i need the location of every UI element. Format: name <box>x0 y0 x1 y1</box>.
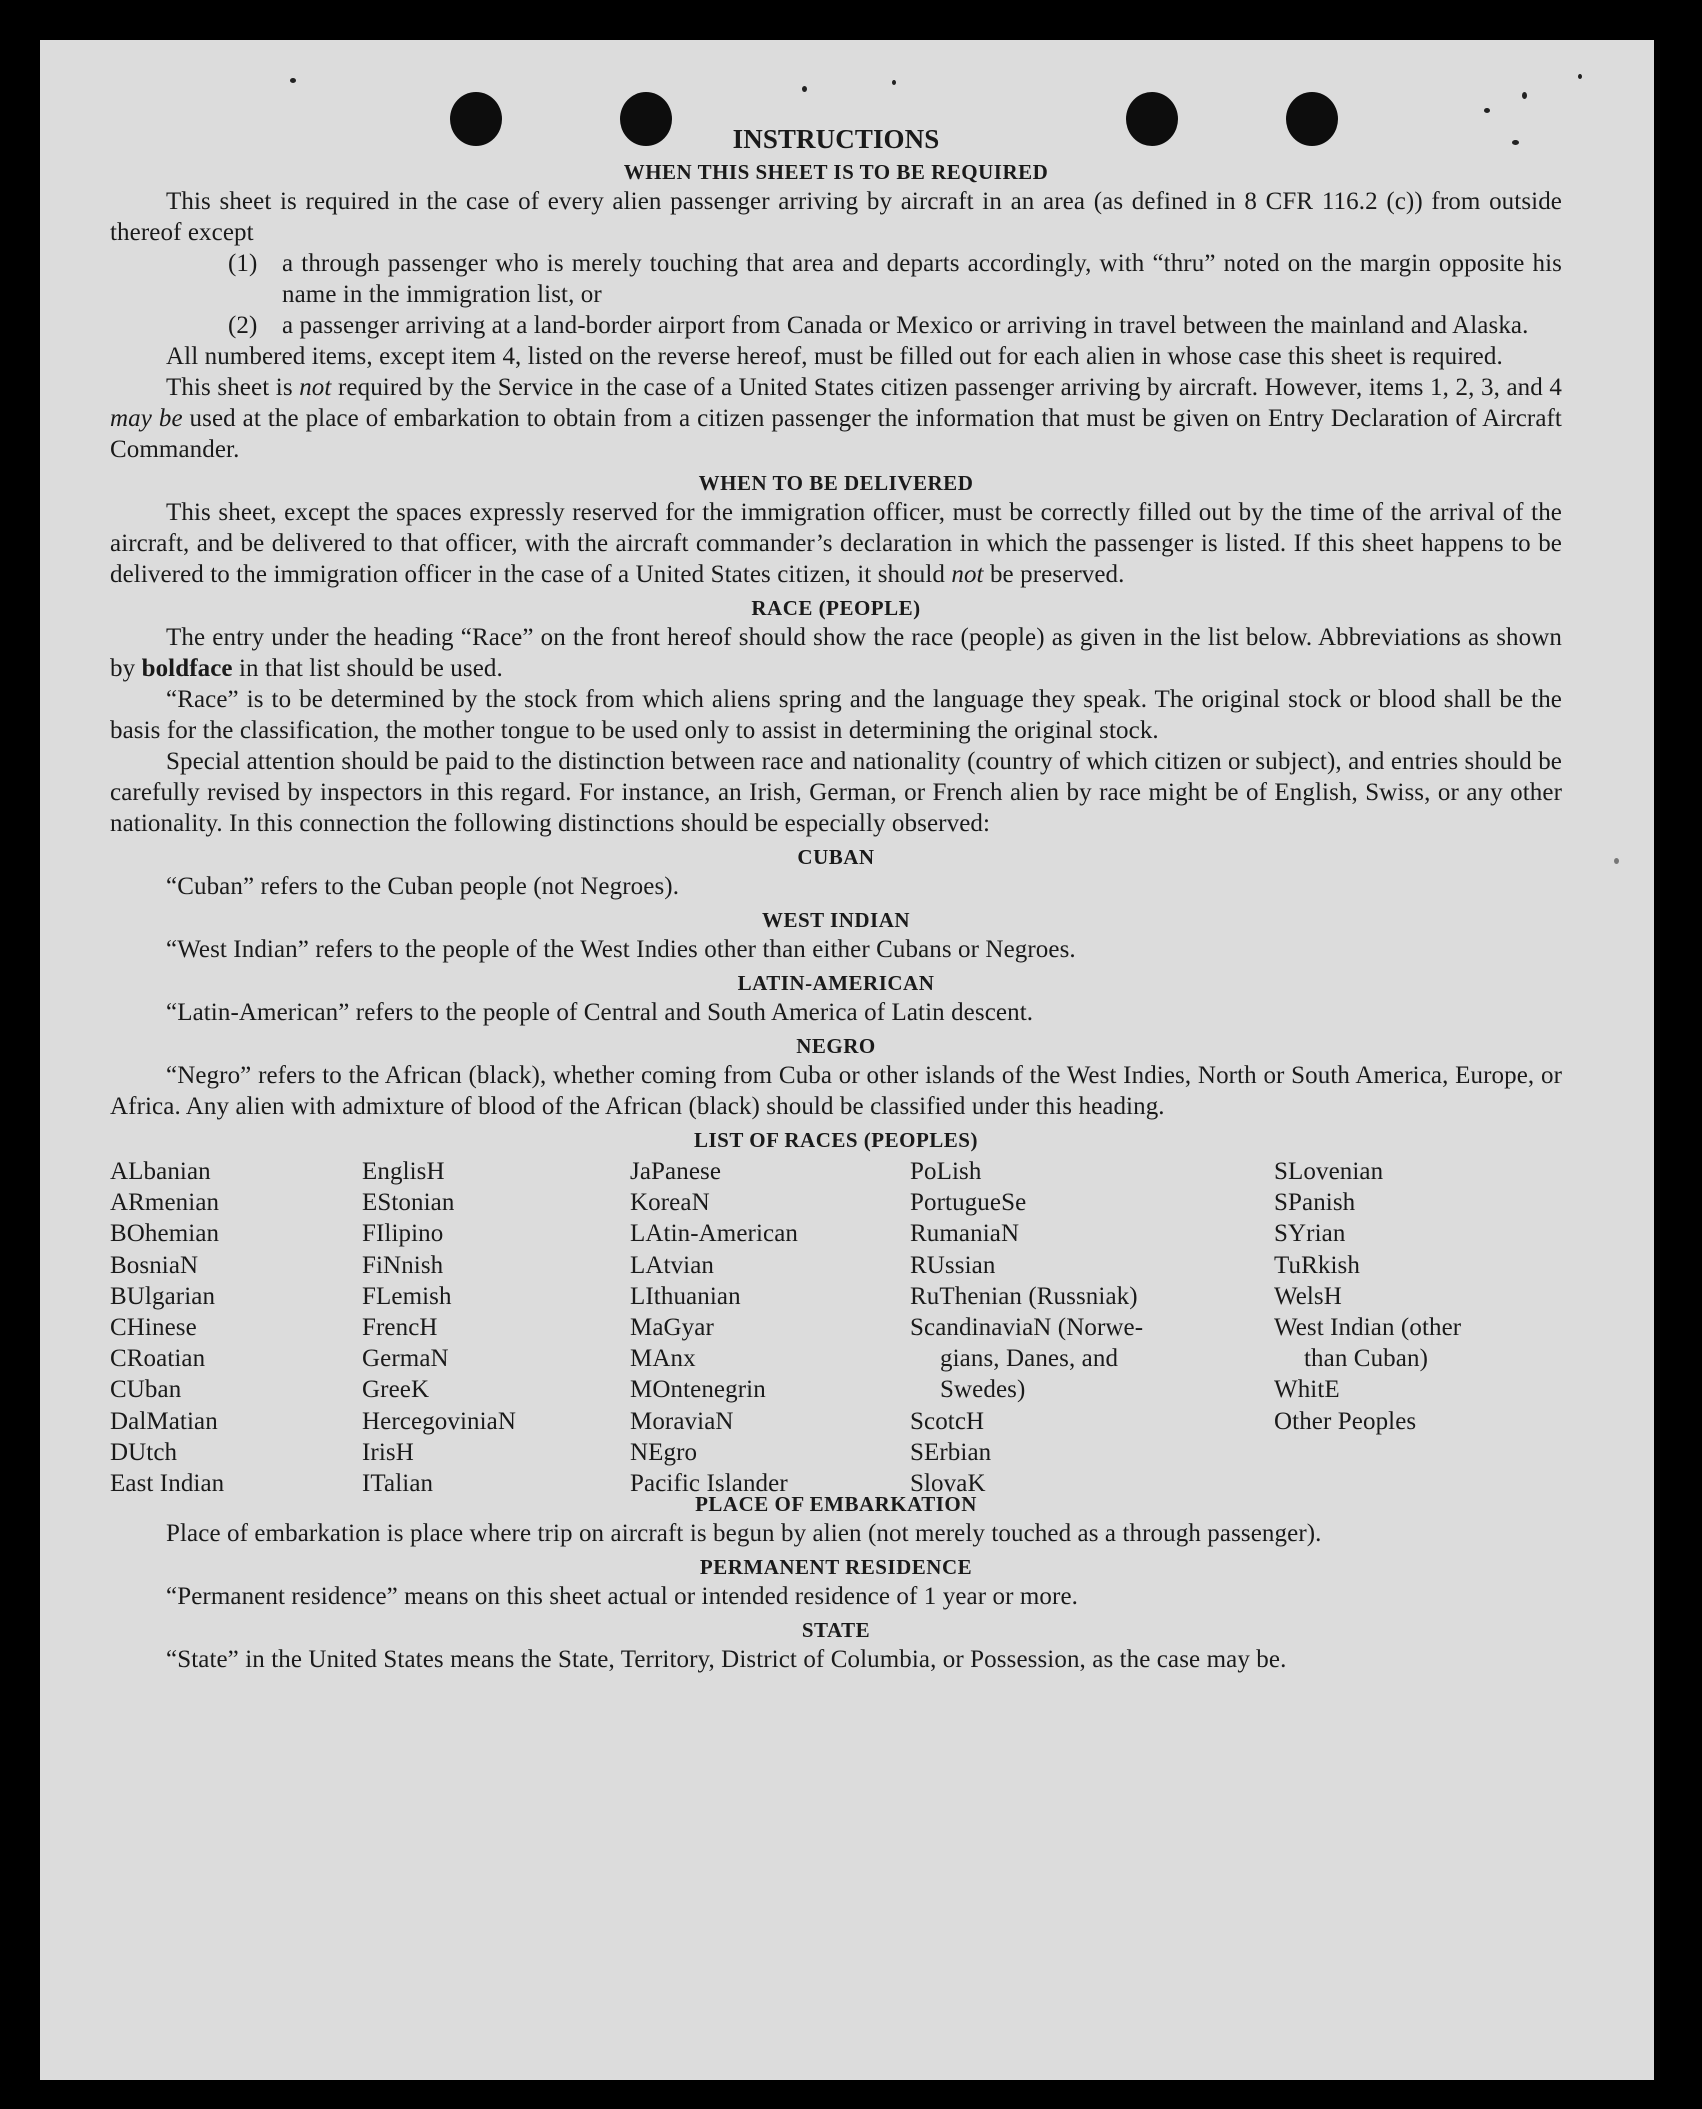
section-heading-residence: PERMANENT RESIDENCE <box>699 1555 973 1579</box>
required-para-3: This sheet is not required by the Service in the case of a United States citizen passenger arriving by aircraft. However, items 1, 2, 3, and 4 may be used at the place of embarkation to obtain from a citizen passenger the information that must be given on Entry Declaration of Aircraft Commander. <box>110 374 1562 463</box>
race-entry: SLovenian <box>1274 1158 1384 1185</box>
item-text: a through passenger who is merely touching that area and departs accordingly, with “thru” noted on the margin opposite his name in the immigration list, or <box>282 250 1562 308</box>
race-entry: East Indian <box>110 1470 225 1498</box>
race-entry: LAtin-American <box>630 1220 799 1248</box>
race-entry: ALbanian <box>110 1158 211 1185</box>
race-entry: MaGyar <box>630 1314 714 1342</box>
race-entry: IrisH <box>362 1438 414 1466</box>
race-entry: RuThenian (Russniak) <box>910 1282 1138 1310</box>
section-heading-list-of-races: LIST OF RACES (PEOPLES) <box>694 1128 978 1152</box>
race-entry: Swedes) <box>940 1376 1026 1404</box>
race-para-3: Special attention should be paid to the distinction between race and nationality (country of which citizen or subject), and entries should be carefully revised by inspectors in this regard. For instance, an Irish, German, or French alien by race might be of English, Swiss, or any other nationality. In this connection the following distinctions should be especially observed: <box>110 748 1562 837</box>
race-entry: FLemish <box>362 1282 452 1310</box>
instructions-content <box>110 124 1562 1675</box>
race-entry: CUban <box>110 1376 182 1404</box>
races-column-2 <box>362 1156 516 1499</box>
race-entry: FiNnish <box>362 1251 444 1279</box>
race-entry: SErbian <box>910 1438 992 1466</box>
speck <box>1522 92 1527 99</box>
race-entry: EnglisH <box>362 1158 445 1185</box>
race-entry: FrencH <box>362 1314 438 1342</box>
section-heading-embarkation: PLACE OF EMBARKATION <box>695 1492 977 1516</box>
west-indian-text: “West Indian” refers to the people of the West Indies other than either Cubans or Negroes. <box>166 936 1076 963</box>
item-text: a passenger arriving at a land-border airport from Canada or Mexico or arriving in travel between the mainland and Alaska. <box>282 312 1529 339</box>
race-entry: MoraviaN <box>630 1407 734 1435</box>
race-entry: SPanish <box>1274 1189 1356 1217</box>
race-entry: CHinese <box>110 1314 197 1342</box>
races-column-3 <box>630 1156 798 1499</box>
race-entry: Other Peoples <box>1274 1407 1417 1435</box>
race-entry: RUssian <box>910 1251 996 1279</box>
race-entry: than Cuban) <box>1304 1345 1428 1373</box>
delivered-text: This sheet, except the spaces expressly reserved for the immigration officer, must be correctly filled out by the time of the arrival of the aircraft, and be delivered to that officer, with the aircraft commander’s declaration in which the passenger is listed. If this sheet happens to be delivered to the immigration officer in the case of a United States citizen, it should not be preserved. <box>110 499 1562 588</box>
section-heading-cuban: CUBAN <box>797 845 875 869</box>
speck <box>802 86 807 92</box>
race-entry: EStonian <box>362 1189 455 1217</box>
speck <box>1484 108 1490 113</box>
latin-american-text: “Latin-American” refers to the people of Central and South America of Latin descent. <box>166 999 1034 1026</box>
race-entry: NEgro <box>630 1438 698 1466</box>
race-para-2: “Race” is to be determined by the stock from which aliens spring and the language they speak. The original stock or blood shall be the basis for the classification, the mother tongue to be used only to assist in determining the original stock. <box>110 686 1562 744</box>
race-entry: ScotcH <box>910 1407 985 1435</box>
race-entry: MOntenegrin <box>630 1376 766 1404</box>
negro-text: “Negro” refers to the African (black), whether coming from Cuba or other islands of the West Indies, North or South America, Europe, or Africa. Any alien with admixture of blood of the African (black) should be classified under this heading. <box>110 1062 1562 1120</box>
required-para-2: All numbered items, except item 4, listed on the reverse hereof, must be filled out for each alien in whose case this sheet is required. <box>166 343 1503 370</box>
exception-item <box>228 248 1562 310</box>
race-entry: DalMatian <box>110 1407 218 1435</box>
races-column-1 <box>110 1156 224 1499</box>
race-entry: LAtvian <box>630 1251 715 1279</box>
race-entry: PoLish <box>910 1158 982 1185</box>
speck <box>290 78 296 83</box>
race-entry: Pacific Islander <box>630 1470 788 1498</box>
required-intro: This sheet is required in the case of every alien passenger arriving by aircraft in an area (as defined in 8 CFR 116.2 (c)) from outside thereof except <box>110 188 1562 246</box>
race-entry: MAnx <box>630 1345 696 1373</box>
section-heading-race: RACE (PEOPLE) <box>751 596 921 620</box>
race-entry: ITalian <box>362 1470 434 1498</box>
state-text: “State” in the United States means the State, Territory, District of Columbia, or Possession, as the case may be. <box>166 1646 1287 1673</box>
race-entry: BosniaN <box>110 1251 199 1279</box>
races-column-5 <box>1274 1156 1461 1437</box>
race-entry: SYrian <box>1274 1220 1346 1248</box>
race-para-1: The entry under the heading “Race” on the front hereof should show the race (people) as given in the list below. Abbreviations as shown by boldface in that list should be used. <box>110 624 1562 682</box>
section-heading-required: WHEN THIS SHEET IS TO BE REQUIRED <box>623 160 1049 184</box>
race-entry: BOhemian <box>110 1220 220 1248</box>
race-entry: PortugueSe <box>910 1189 1027 1217</box>
race-entry: WhitE <box>1274 1376 1340 1404</box>
race-entry: LIthuanian <box>630 1282 741 1310</box>
race-entry: JaPanese <box>630 1158 722 1185</box>
race-entry: GreeK <box>362 1376 430 1404</box>
race-entry: West Indian (other <box>1274 1314 1462 1342</box>
section-heading-west-indian: WEST INDIAN <box>761 908 911 932</box>
race-entry: RumaniaN <box>910 1220 1020 1248</box>
item-number: (1) <box>228 250 258 277</box>
section-heading-negro: NEGRO <box>796 1034 876 1058</box>
race-entry: HercegoviniaN <box>362 1407 517 1435</box>
race-entry: KoreaN <box>630 1189 710 1217</box>
section-heading-state: STATE <box>801 1618 871 1642</box>
race-entry: GermaN <box>362 1345 449 1373</box>
item-number: (2) <box>228 312 258 339</box>
race-entry: CRoatian <box>110 1345 206 1373</box>
embarkation-text: Place of embarkation is place where trip on aircraft is begun by alien (not merely touched as a through passenger). <box>166 1520 1322 1547</box>
race-entry: FIlipino <box>362 1220 444 1248</box>
race-entry: DUtch <box>110 1438 178 1466</box>
race-entry: ARmenian <box>110 1189 220 1217</box>
page-title: INSTRUCTIONS <box>732 124 940 154</box>
exception-item <box>228 310 1562 341</box>
race-entry: gians, Danes, and <box>940 1345 1119 1373</box>
race-entry: SlovaK <box>910 1470 986 1498</box>
race-entry: TuRkish <box>1274 1251 1360 1279</box>
race-entry: BUlgarian <box>110 1282 216 1310</box>
race-entry: ScandinaviaN (Norwe- <box>910 1314 1144 1342</box>
race-entry: WelsH <box>1274 1282 1342 1310</box>
section-heading-latin-american: LATIN-AMERICAN <box>737 971 935 995</box>
speck <box>1614 858 1619 864</box>
races-column-4 <box>910 1156 1190 1499</box>
section-heading-delivered: WHEN TO BE DELIVERED <box>698 471 974 495</box>
speck <box>892 80 896 85</box>
cuban-text: “Cuban” refers to the Cuban people (not Negroes). <box>166 873 680 900</box>
speck <box>1578 74 1582 79</box>
residence-text: “Permanent residence” means on this sheet actual or intended residence of 1 year or more. <box>166 1583 1078 1610</box>
races-list <box>110 1156 1562 1498</box>
